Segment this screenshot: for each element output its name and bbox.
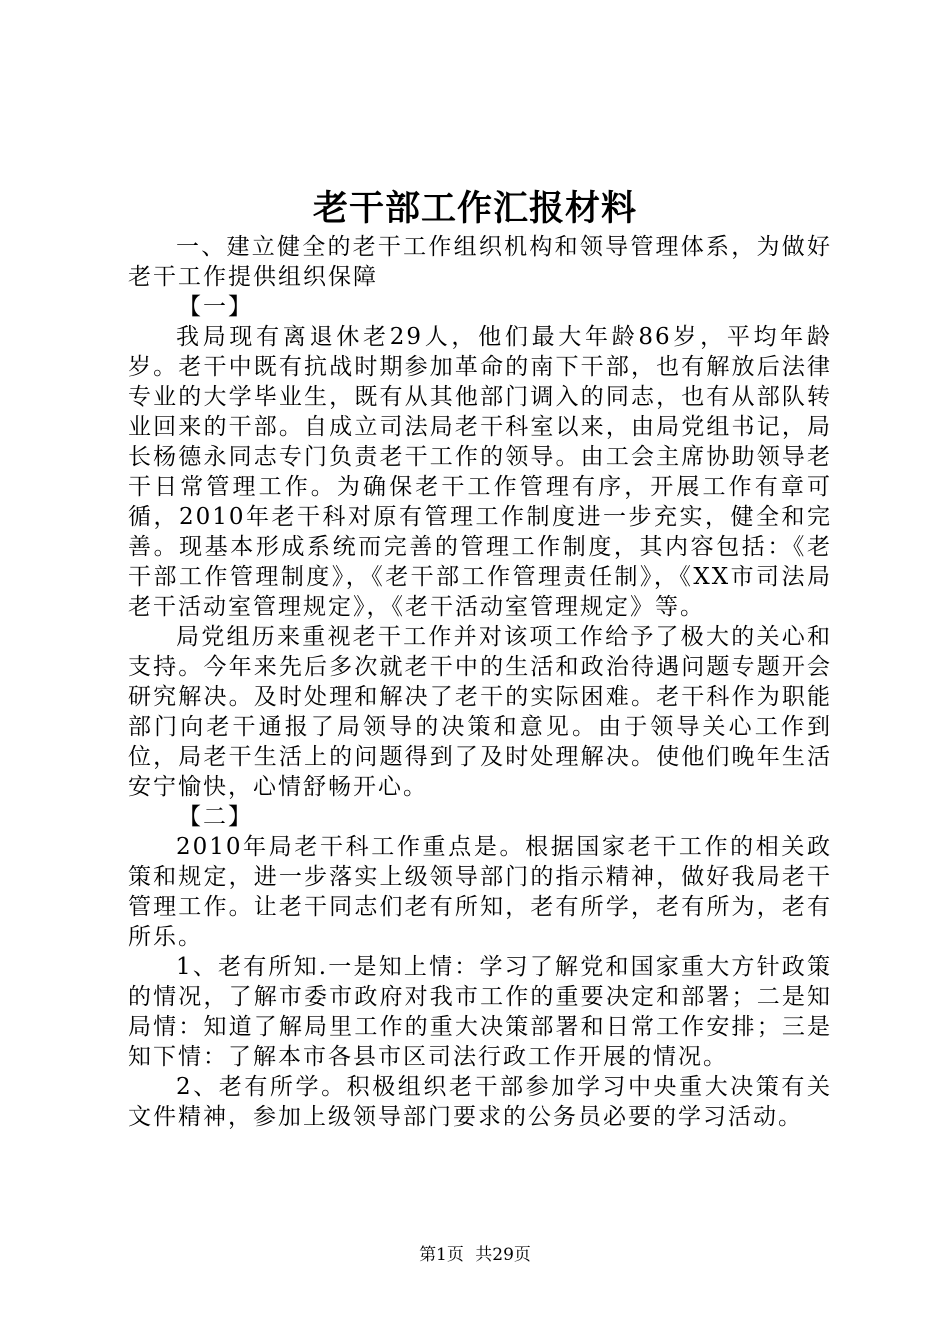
page-number: 第1页 bbox=[419, 1245, 464, 1265]
body-paragraph: 局党组历来重视老干工作并对该项工作给予了极大的关心和支持。今年来先后多次就老干中的生活和政治待遇问题专题开会研究解决。及时处理和解决了老干的实际困难。老干科作为职能部门向老干通报了局领导的决策和意见。由于领导关心工作到位，局老干生活上的问题得到了及时处理解决。使他们晚年生活安宁愉快，心情舒畅开心。 bbox=[128, 624, 832, 800]
body-paragraph: 2010年局老干科工作重点是。根据国家老干工作的相关政策和规定，进一步落实上级领导部门的指示精神，做好我局老干管理工作。让老干同志们老有所知，老有所学，老有所为，老有所乐。 bbox=[128, 834, 832, 950]
page-total: 共29页 bbox=[475, 1245, 531, 1265]
body-paragraph: 我局现有离退休老29人，他们最大年龄86岁，平均年龄岁。老干中既有抗战时期参加革命的南下干部，也有解放后法律专业的大学毕业生，既有从其他部门调入的同志，也有从部队转业回来的干部。自成立司法局老干科室以来，由局党组书记，局长杨德永同志专门负责老干工作的领导。由工会主席协助领导老干日常管理工作。为确保老干工作管理有序，开展工作有章可循，2010年老干科对原有管理工作制度进一步充实，健全和完善。现基本形成系统而完善的管理工作制度，其内容包括：《老干部工作管理制度》，《老干部工作管理责任制》，《XX市司法局老干活动室管理规定》，《老干活动室管理规定》等。 bbox=[128, 324, 832, 620]
part-marker-one: 【一】 bbox=[178, 294, 253, 320]
document-body bbox=[128, 232, 832, 1132]
section-heading: 一、建立健全的老干工作组织机构和领导管理体系，为做好老干工作提供组织保障 bbox=[128, 234, 832, 290]
page-footer bbox=[0, 1244, 950, 1266]
part-marker-two: 【二】 bbox=[178, 804, 253, 830]
body-paragraph: 2、老有所学。积极组织老干部参加学习中央重大决策有关文件精神，参加上级领导部门要求的公务员必要的学习活动。 bbox=[128, 1074, 832, 1130]
body-paragraph: 1、老有所知.一是知上情：学习了解党和国家重大方针政策的情况，了解市委市政府对我市工作的重要决定和部署；二是知局情：知道了解局里工作的重大决策部署和日常工作安排；三是知下情：了解本市各县市区司法行政工作开展的情况。 bbox=[128, 954, 832, 1070]
document-title: 老干部工作汇报材料 bbox=[312, 188, 637, 229]
